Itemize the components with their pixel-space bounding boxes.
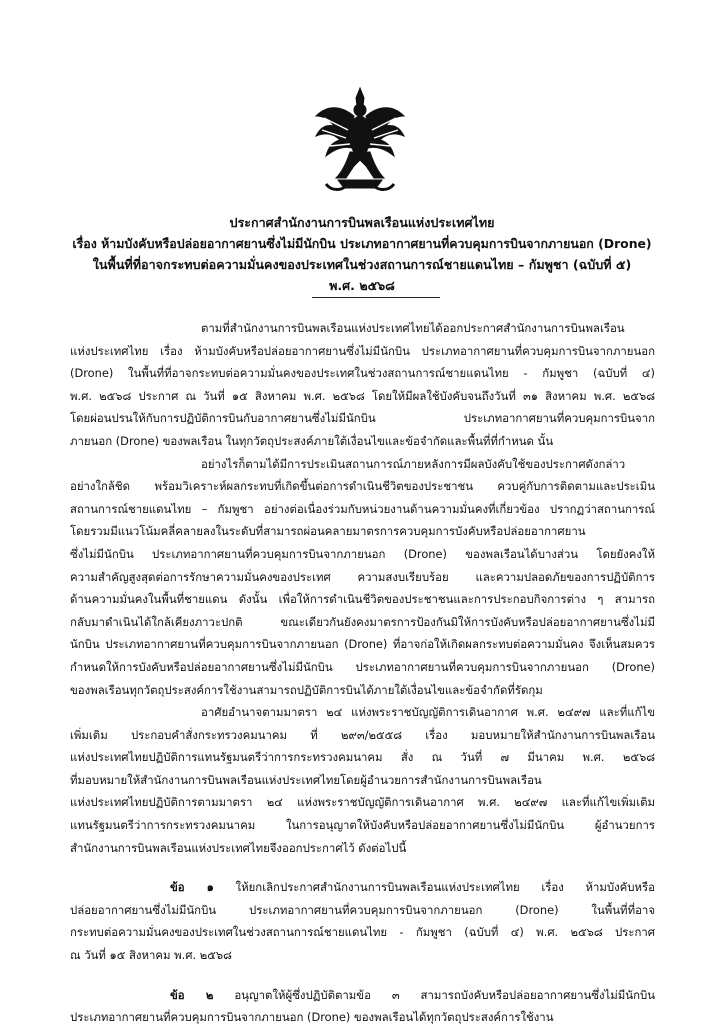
- paragraph: [70, 317, 655, 453]
- clause-spacer: [70, 859, 655, 876]
- paragraph-line: อาศัยอำนาจตามมาตรา ๒๔ แห่งพระราชบัญญัติการเดินอากาศ พ.ศ. ๒๔๙๗ และที่แก้ไข: [201, 705, 655, 720]
- paragraph-line: (Drone) ในพื้นที่ที่อาจกระทบต่อความมั่นคงของประเทศในช่วงสถานการณ์ชายแดนไทย - กัมพูชา (ฉบับที่ ๔): [70, 366, 655, 381]
- paragraph-line: กำหนดให้การบังคับหรือปล่อยอากาศยานซึ่งไม่มีนักบิน ประเภทอากาศยานที่ควบคุมการบินจากภายนอก (Drone): [70, 659, 655, 674]
- paragraph-line: แห่งประเทศไทยปฏิบัติการแทนรัฐมนตรีว่าการกระทรวงคมนาคม สั่ง ณ วันที่ ๗ มีนาคม พ.ศ. ๒๕๖๘: [70, 750, 655, 765]
- clause-line: ณ วันที่ ๑๕ สิงหาคม พ.ศ. ๒๕๖๘: [70, 948, 232, 963]
- clause-text: อนุญาตให้ผู้ซึ่งปฏิบัติตามข้อ ๓ สามารถบังคับหรือปล่อยอากาศยานซึ่งไม่มีนักบิน: [234, 987, 655, 1002]
- paragraph-line: ที่มอบหมายให้สำนักงานการบินพลเรือนแห่งประเทศไทยโดยผู้อำนวยการสำนักงานการบินพลเรือน: [70, 772, 542, 787]
- clause: [70, 984, 655, 1029]
- clause-first-line: [70, 876, 655, 899]
- preamble: [70, 317, 655, 859]
- paragraph-line: ภายนอก (Drone) ของพลเรือน ในทุกวัตถุประสงค์ภายใต้เงื่อนไขและข้อจำกัดและพื้นที่ที่กำหนด นั้น: [70, 433, 554, 448]
- paragraph-line: สถานการณ์ชายแดนไทย – กัมพูชา อย่างต่อเนื่องร่วมกับหน่วยงานด้านความมั่นคงที่เกี่ยวข้อง ปรากฏว่าสถานการณ์: [70, 501, 655, 516]
- paragraph-line: สำนักงานการบินพลเรือนแห่งประเทศไทยจึงออกประกาศไว้ ดังต่อไปนี้: [70, 840, 407, 855]
- paragraph-line: ความสำคัญสูงสุดต่อการรักษาความมั่นคงของประเทศ ความสงบเรียบร้อย และความปลอดภัยของการปฏิบัติการ: [70, 569, 655, 584]
- paragraph-line: พ.ศ. ๒๕๖๘ ประกาศ ณ วันที่ ๑๕ สิงหาคม พ.ศ. ๒๕๖๘ โดยให้มีผลใช้บังคับจนถึงวันที่ ๓๑ สิงหาคม พ.ศ. ๒๕๖๘: [70, 388, 655, 403]
- paragraph: [70, 453, 655, 702]
- title-line: ประกาศสำนักงานการบินพลเรือนแห่งประเทศไทย: [229, 215, 495, 230]
- paragraph-line: แทนรัฐมนตรีว่าการกระทรวงคมนาคม ในการอนุญาตให้บังคับหรือปล่อยอากาศยานซึ่งไม่มีนักบิน ผู้อำนวยการ: [70, 818, 655, 833]
- clause-label: ข้อ ๑: [170, 880, 214, 895]
- clause-line: ประเภทอากาศยานที่ควบคุมการบินจากภายนอก (Drone) ของพลเรือนได้ทุกวัตถุประสงค์การใช้งาน: [70, 1010, 554, 1025]
- paragraph: [70, 701, 655, 859]
- clause-label: ข้อ ๒: [170, 987, 214, 1002]
- clause-text: ให้ยกเลิกประกาศสำนักงานการบินพลเรือนแห่งประเทศไทย เรื่อง ห้ามบังคับหรือ: [235, 880, 655, 895]
- paragraph-line: ของพลเรือนทุกวัตถุประสงค์การใช้งานสามารถปฏิบัติการบินได้ภายใต้เงื่อนไขและข้อจำกัดที่รัดกุม: [70, 682, 543, 697]
- title-subject-line: ในพื้นที่ที่อาจกระทบต่อความมั่นคงของประเทศในช่วงสถานการณ์ชายแดนไทย – กัมพูชา (ฉบับที่ ๕): [92, 257, 632, 272]
- paragraph-line: ด้านความมั่นคงในพื้นที่ชายแดน ดังนั้น เพื่อให้การดำเนินชีวิตของประชาชนและการประกอบกิจการต่าง ๆ สามารถ: [70, 592, 655, 607]
- paragraph-line: แห่งประเทศไทยปฏิบัติการตามมาตรา ๒๔ แห่งพระราชบัญญัติการเดินอากาศ พ.ศ. ๒๔๙๗ และที่แก้ไขเพิ่มเติม: [70, 795, 655, 810]
- paragraph-line: โดยรวมมีแนวโน้มคลี่คลายลงในระดับที่สามารถผ่อนคลายมาตรการควบคุมการบังคับหรือปล่อยอากาศยาน: [70, 524, 586, 539]
- document-title: [70, 212, 654, 296]
- garuda-emblem-icon: [312, 86, 408, 196]
- paragraph-line: นักบิน ประเภทอากาศยานที่ควบคุมการบินจากภายนอก (Drone) ที่อาจก่อให้เกิดผลกระทบต่อความมั่นคง จึงเห็นสมควร: [70, 637, 655, 652]
- clause-line: กระทบต่อความมั่นคงของประเทศในช่วงสถานการณ์ชายแดนไทย - กัมพูชา (ฉบับที่ ๔) พ.ศ. ๒๕๖๘ ประกาศ: [70, 925, 655, 940]
- paragraph-line: ซึ่งไม่มีนักบิน ประเภทอากาศยานที่ควบคุมการบินจากภายนอก (Drone) ของพลเรือนได้บางส่วน โดยยังคงให้: [70, 546, 655, 561]
- document-body: [70, 317, 655, 1029]
- clause: [70, 876, 655, 966]
- paragraph-line: โดยผ่อนปรนให้กับการปฏิบัติการบินกับอากาศยานซึ่งไม่มีนักบิน ประเภทอากาศยานที่ควบคุมการบินจาก: [70, 411, 655, 426]
- paragraph-line: เพิ่มเติม ประกอบคำสั่งกระทรวงคมนาคม ที่ ๒๙๓/๒๕๕๘ เรื่อง มอบหมายให้สำนักงานการบินพลเรือน: [70, 727, 655, 742]
- paragraph-line: ตามที่สำนักงานการบินพลเรือนแห่งประเทศไทยได้ออกประกาศสำนักงานการบินพลเรือน: [201, 321, 625, 335]
- paragraph-line: อย่างไรก็ตามได้มีการประเมินสถานการณ์ภายหลังการมีผลบังคับใช้ของประกาศดังกล่าว: [201, 456, 626, 471]
- clause-first-line: [70, 984, 655, 1007]
- clauses: [70, 859, 655, 1029]
- clause-line: ปล่อยอากาศยานซึ่งไม่มีนักบิน ประเภทอากาศยานที่ควบคุมการบินจากภายนอก (Drone) ในพื้นที่ที่อาจ: [70, 902, 655, 917]
- paragraph-line: แห่งประเทศไทย เรื่อง ห้ามบังคับหรือปล่อยอากาศยานซึ่งไม่มีนักบิน ประเภทอากาศยานที่ควบคุมการบินจากภายนอก: [70, 343, 655, 358]
- paragraph-line: อย่างใกล้ชิด พร้อมวิเคราะห์ผลกระทบที่เกิดขึ้นต่อการดำเนินชีวิตของประชาชน ควบคู่กับการติดตามและประเมิน: [70, 479, 655, 494]
- title-subject-line: เรื่อง ห้ามบังคับหรือปล่อยอากาศยานซึ่งไม่มีนักบิน ประเภทอากาศยานที่ควบคุมการบินจากภายนอก (Drone): [72, 236, 652, 251]
- paragraph-line: กลับมาดำเนินได้ใกล้เคียงภาวะปกติ ขณะเดียวกันยังคงมาตรการป้องกันมิให้การบังคับหรือปล่อยอากาศยานซึ่งไม่มี: [70, 614, 655, 629]
- clause-spacer: [70, 967, 655, 984]
- title-year: พ.ศ. ๒๕๖๘: [329, 278, 395, 293]
- title-divider: [312, 297, 440, 298]
